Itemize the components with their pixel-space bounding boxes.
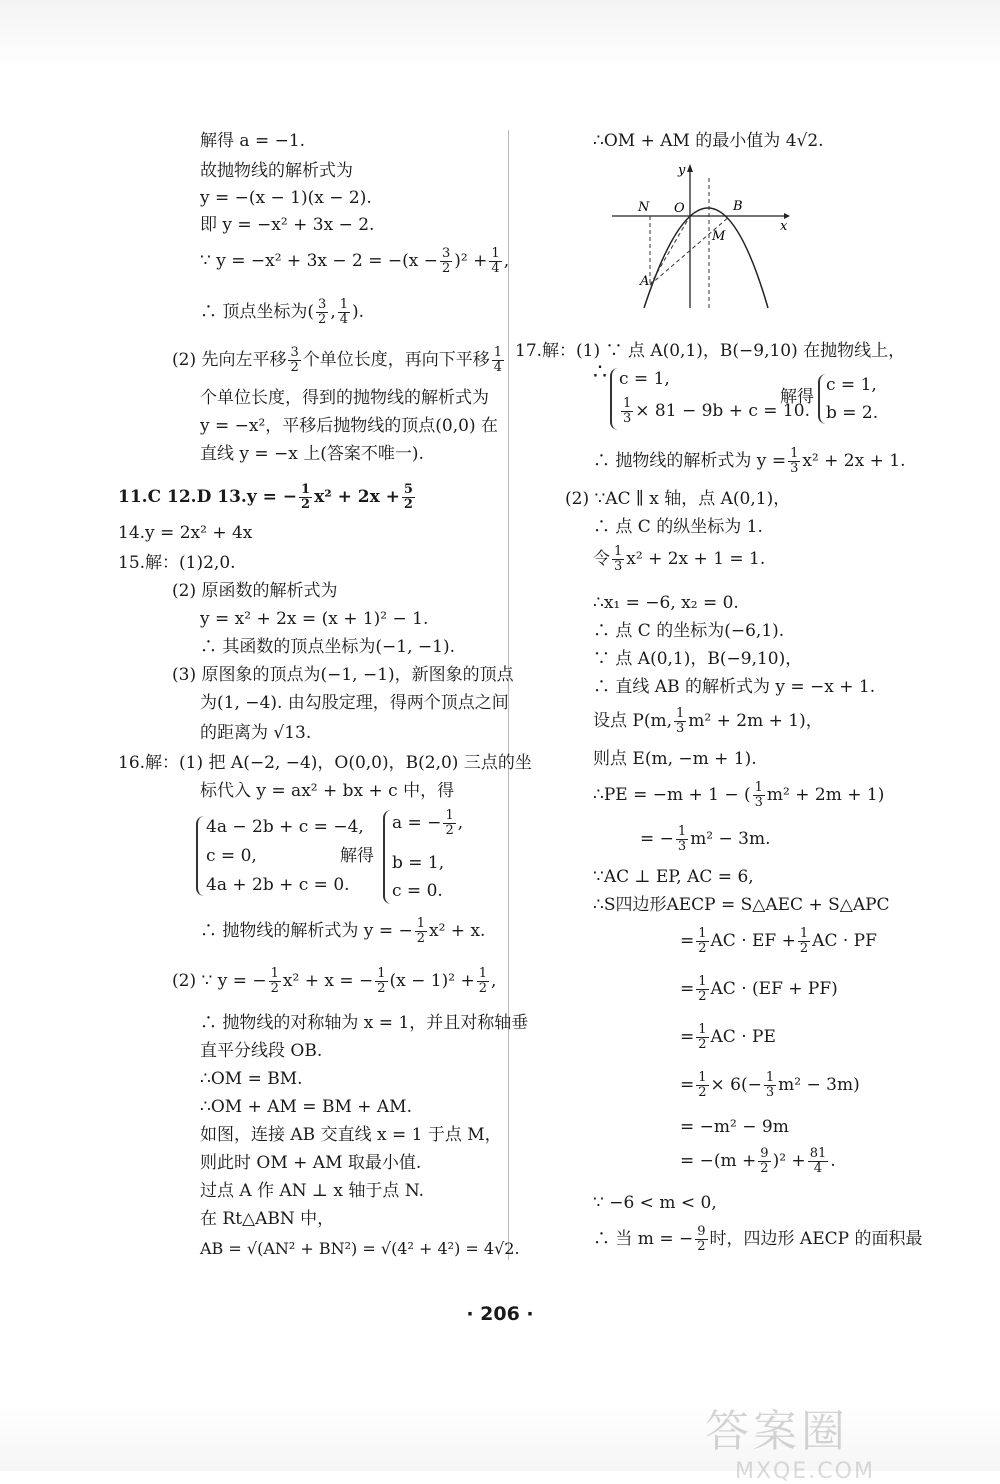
math-line: = $\frac{1}{2}$ AC · (EF + PF) bbox=[680, 974, 838, 1004]
equation-brace bbox=[196, 816, 204, 896]
equation: 4a − 2b + c = −4, bbox=[206, 817, 364, 837]
text-line: 17.解：(1) ∵ 点 A(0,1)，B(−9,10) 在抛物线上， bbox=[515, 341, 906, 361]
text-line: ∴ 点 C 的纵坐标为 1. bbox=[593, 517, 763, 537]
parabola-figure bbox=[612, 160, 792, 310]
text-line: 16.解：(1) 把 A(−2, −4)，O(0,0)，B(2,0) 三点的坐 bbox=[118, 753, 532, 773]
label-M: M bbox=[712, 229, 726, 244]
math-line: (2) ∵ y = − $\frac{1}{2}$ x² + x = − $\frac{1}{2}$ (x − 1)² + $\frac{1}{2}$ , bbox=[172, 966, 497, 996]
text-line: ∴OM = BM. bbox=[200, 1069, 303, 1089]
text-line: 解得 bbox=[340, 846, 374, 866]
math-line: ∵ y = −x² + 3x − 2 = −(x − $\frac{3}{2}$ )² + $\frac{1}{4}$ , bbox=[200, 246, 510, 276]
text-line: 14.y = 2x² + 4x bbox=[118, 523, 253, 543]
equation: $\frac{1}{3}$ × 81 − 9b + c = 10. bbox=[623, 396, 810, 426]
math-line: 令 $\frac{1}{3}$ x² + 2x + 1 = 1. bbox=[593, 544, 766, 574]
text-line: 则点 E(m, −m + 1). bbox=[593, 749, 757, 769]
equation: c = 0, bbox=[206, 846, 257, 866]
math-line: ∴ 抛物线的解析式为 y = − $\frac{1}{2}$ x² + x. bbox=[200, 916, 486, 946]
equation-brace bbox=[610, 368, 618, 430]
math-line: ∴PE = −m + 1 − ( $\frac{1}{3}$ m² + 2m + 1) bbox=[593, 780, 885, 810]
math-line: = −(m + $\frac{9}{2}$ )² + $\frac{81}{4}$ . bbox=[680, 1146, 836, 1176]
text-line: (2) ∵AC ∥ x 轴，点 A(0,1)， bbox=[565, 489, 791, 509]
label-y: y bbox=[678, 163, 686, 178]
equation-brace bbox=[383, 810, 391, 904]
text-line: ∴OM + AM = BM + AM. bbox=[200, 1097, 412, 1117]
math-line: 11.C 12.D 13.y = − $\frac{1}{2}$ x² + 2x + $\frac{5}{2}$ bbox=[118, 482, 413, 512]
label-N: N bbox=[638, 200, 650, 215]
text-line: = −m² − 9m bbox=[680, 1117, 789, 1137]
text-line: ∴ 点 C 的坐标为(−6,1). bbox=[593, 621, 785, 641]
math-line: = $\frac{1}{2}$ AC · PE bbox=[680, 1022, 776, 1052]
equation: c = 0. bbox=[392, 881, 443, 901]
math-line: = $\frac{1}{2}$ × 6(− $\frac{1}{3}$ m² − 3m) bbox=[680, 1070, 860, 1100]
text-line: (2) 原函数的解析式为 bbox=[172, 581, 338, 601]
text-line: 故抛物线的解析式为 bbox=[200, 161, 353, 181]
label-x: x bbox=[780, 219, 788, 234]
text-line: 解得 bbox=[780, 387, 814, 407]
text-line: 个单位长度，得到的抛物线的解析式为 bbox=[200, 388, 489, 408]
text-line: y = −x²，平移后抛物线的顶点(0,0) 在 bbox=[200, 416, 499, 436]
equation: 4a + 2b + c = 0. bbox=[206, 875, 350, 895]
text-line: 在 Rt△ABN 中， bbox=[200, 1209, 335, 1229]
text-line: (3) 原图象的顶点为(−1, −1)，新图象的顶点 bbox=[172, 665, 514, 685]
text-line: ∴S四边形AECP = S△AEC + S△APC bbox=[593, 895, 890, 915]
text-line: ∵AC ⊥ EP, AC = 6, bbox=[593, 867, 754, 887]
equation: b = 1, bbox=[392, 853, 445, 873]
math-line: ∴ 抛物线的解析式为 y = $\frac{1}{3}$ x² + 2x + 1. bbox=[593, 446, 906, 476]
math-line: ∴ 顶点坐标为( $\frac{3}{2}$ , $\frac{1}{4}$ ). bbox=[200, 297, 365, 327]
watermark-url: MXQE.COM bbox=[735, 1459, 875, 1484]
text-line: 为(1, −4). 由勾股定理，得两个顶点之间 bbox=[200, 693, 509, 713]
parabola-curve bbox=[644, 208, 768, 308]
text-line: 如图，连接 AB 交直线 x = 1 于点 M， bbox=[200, 1125, 502, 1145]
text-line: 的距离为 √13. bbox=[200, 723, 312, 743]
watermark-logo-text: 答案圈 bbox=[705, 1406, 849, 1457]
text-line: 解得 a = −1. bbox=[200, 131, 306, 151]
math-line: = − $\frac{1}{3}$ m² − 3m. bbox=[640, 824, 771, 854]
text-line: 则此时 OM + AM 取最小值. bbox=[200, 1153, 422, 1173]
label-B: B bbox=[733, 199, 743, 214]
site-watermark bbox=[705, 1395, 965, 1484]
text-line: ∴ 其函数的顶点坐标为(−1, −1). bbox=[200, 637, 455, 657]
text-line: 15.解：(1)2,0. bbox=[118, 553, 236, 573]
page-number: · 206 · bbox=[466, 1303, 534, 1325]
text-line: ∴OM + AM 的最小值为 4√2. bbox=[593, 131, 824, 151]
equation-brace bbox=[818, 374, 826, 424]
equation: c = 1, bbox=[826, 375, 877, 395]
math-line: = $\frac{1}{2}$ AC · EF + $\frac{1}{2}$ AC · PF bbox=[680, 926, 877, 956]
therefore-symbol: ∴ bbox=[593, 360, 607, 385]
equation: b = 2. bbox=[826, 403, 879, 423]
text-line: 过点 A 作 AN ⊥ x 轴于点 N. bbox=[200, 1181, 425, 1201]
text-line: y = x² + 2x = (x + 1)² − 1. bbox=[200, 609, 429, 629]
text-line: ∵ −6 < m < 0, bbox=[593, 1193, 717, 1213]
text-line: ∴ 直线 AB 的解析式为 y = −x + 1. bbox=[593, 677, 876, 697]
text-line: y = −(x − 1)(x − 2). bbox=[200, 188, 372, 208]
label-O: O bbox=[674, 201, 685, 216]
text-line: 即 y = −x² + 3x − 2. bbox=[200, 215, 375, 235]
text-line: 直线 y = −x 上(答案不唯一). bbox=[200, 444, 424, 464]
math-line: ∴ 当 m = − $\frac{9}{2}$ 时，四边形 AECP 的面积最 bbox=[593, 1224, 923, 1254]
text-line: AB = √(AN² + BN²) = √(4² + 4²) = 4√2. bbox=[200, 1239, 520, 1258]
math-line: 设点 P(m, $\frac{1}{3}$ m² + 2m + 1)， bbox=[593, 706, 823, 736]
equation: a = − $\frac{1}{2}$ , bbox=[392, 808, 464, 838]
label-A: A bbox=[640, 274, 650, 289]
text-line: ∵ 点 A(0,1)，B(−9,10)， bbox=[593, 649, 803, 669]
text-line: 标代入 y = ax² + bx + c 中，得 bbox=[200, 781, 455, 801]
text-line: ∴ 抛物线的对称轴为 x = 1，并且对称轴垂 bbox=[200, 1013, 529, 1033]
equation: c = 1, bbox=[619, 369, 670, 389]
math-line: (2) 先向左平移 $\frac{3}{2}$ 个单位长度，再向下平移 $\frac{1}{4}$ bbox=[172, 345, 503, 375]
text-line: 直平分线段 OB. bbox=[200, 1041, 323, 1061]
text-line: ∴x₁ = −6, x₂ = 0. bbox=[593, 593, 739, 613]
